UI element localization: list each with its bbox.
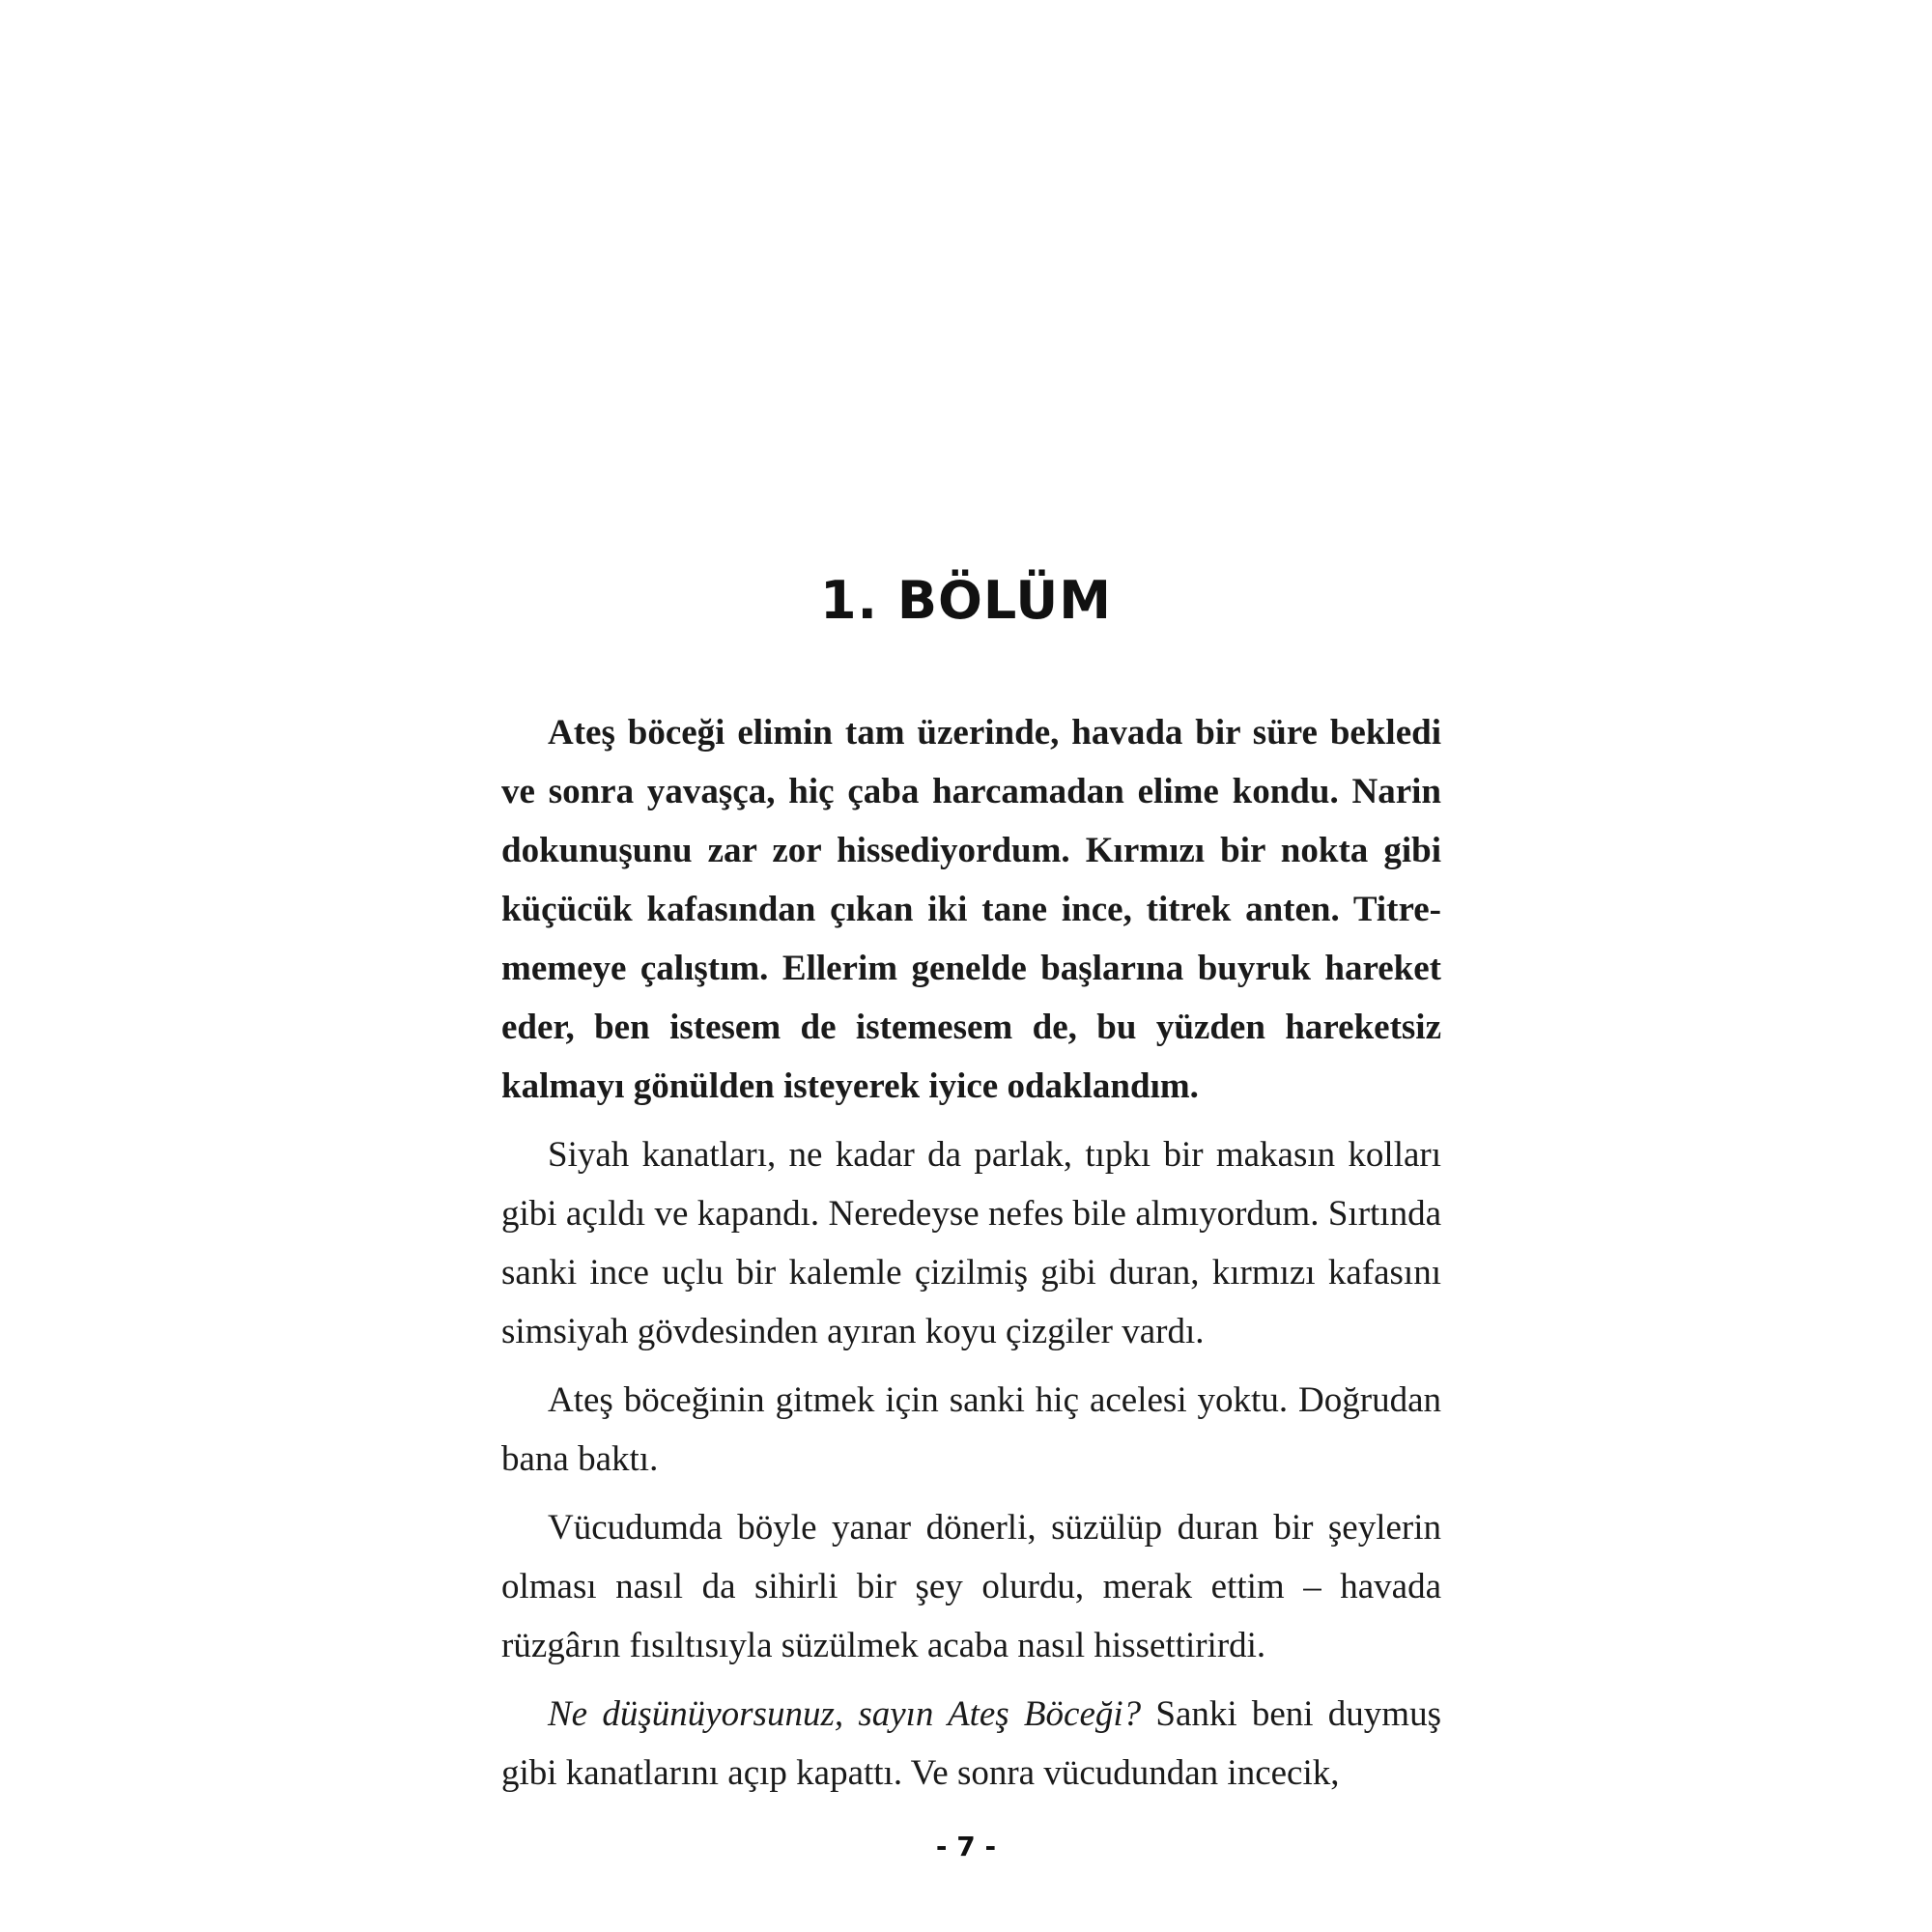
paragraph-3: Ateş böceğinin gitmek için sanki hiç acelesi yoktu. Doğrudan bana baktı. xyxy=(501,1380,1441,1479)
paragraph-1: Ateş böceği elimin tam üzerinde, havada bir süre bekledi ve sonra yavaşça, hiç çaba harcamadan elime kondu. Narin dokunuşunu zar zor hissediyordum. Kırmızı bir nokta gibi küçücük kafasından çıkan iki tane ince, titrek anten. Titrememeye çalıştım. Ellerim genelde başlarına buyruk hareket eder, ben istesem de istemesem de, bu yüzden hareketsiz kalmayı gönülden isteyerek iyice odaklandım. xyxy=(501,713,1441,1106)
paragraph-5-italic: Ne düşünüyorsunuz, sayın Ateş Böceği? xyxy=(548,1694,1142,1734)
body-text xyxy=(501,703,1441,1812)
paragraph-4: Vücudumda böyle yanar dönerli, süzülüp duran bir şeylerin olması nasıl da sihirli bir şey olurdu, merak ettim – havada rüzgârın fısıltısıyla süzülmek acaba nasıl hissettirirdi. xyxy=(501,1508,1441,1665)
paragraph-2: Siyah kanatları, ne kadar da parlak, tıpkı bir makasın kolları gibi açıldı ve kapandı. Neredeyse nefes bile almıyordum. Sırtında sanki ince uçlu bir kalemle çizilmiş gibi duran, kırmızı kafasını simsiyah gövdesinden ayıran koyu çizgiler vardı. xyxy=(501,1135,1441,1351)
page-number: - 7 - xyxy=(935,1831,997,1862)
paragraph-5-rest: Sanki beni duymuş gibi kanatlarını açıp kapattı. Ve sonra vücudundan incecik, xyxy=(501,1694,1441,1793)
paragraph-5 xyxy=(501,1685,1441,1803)
chapter-title: 1. BÖLÜM xyxy=(819,570,1113,631)
